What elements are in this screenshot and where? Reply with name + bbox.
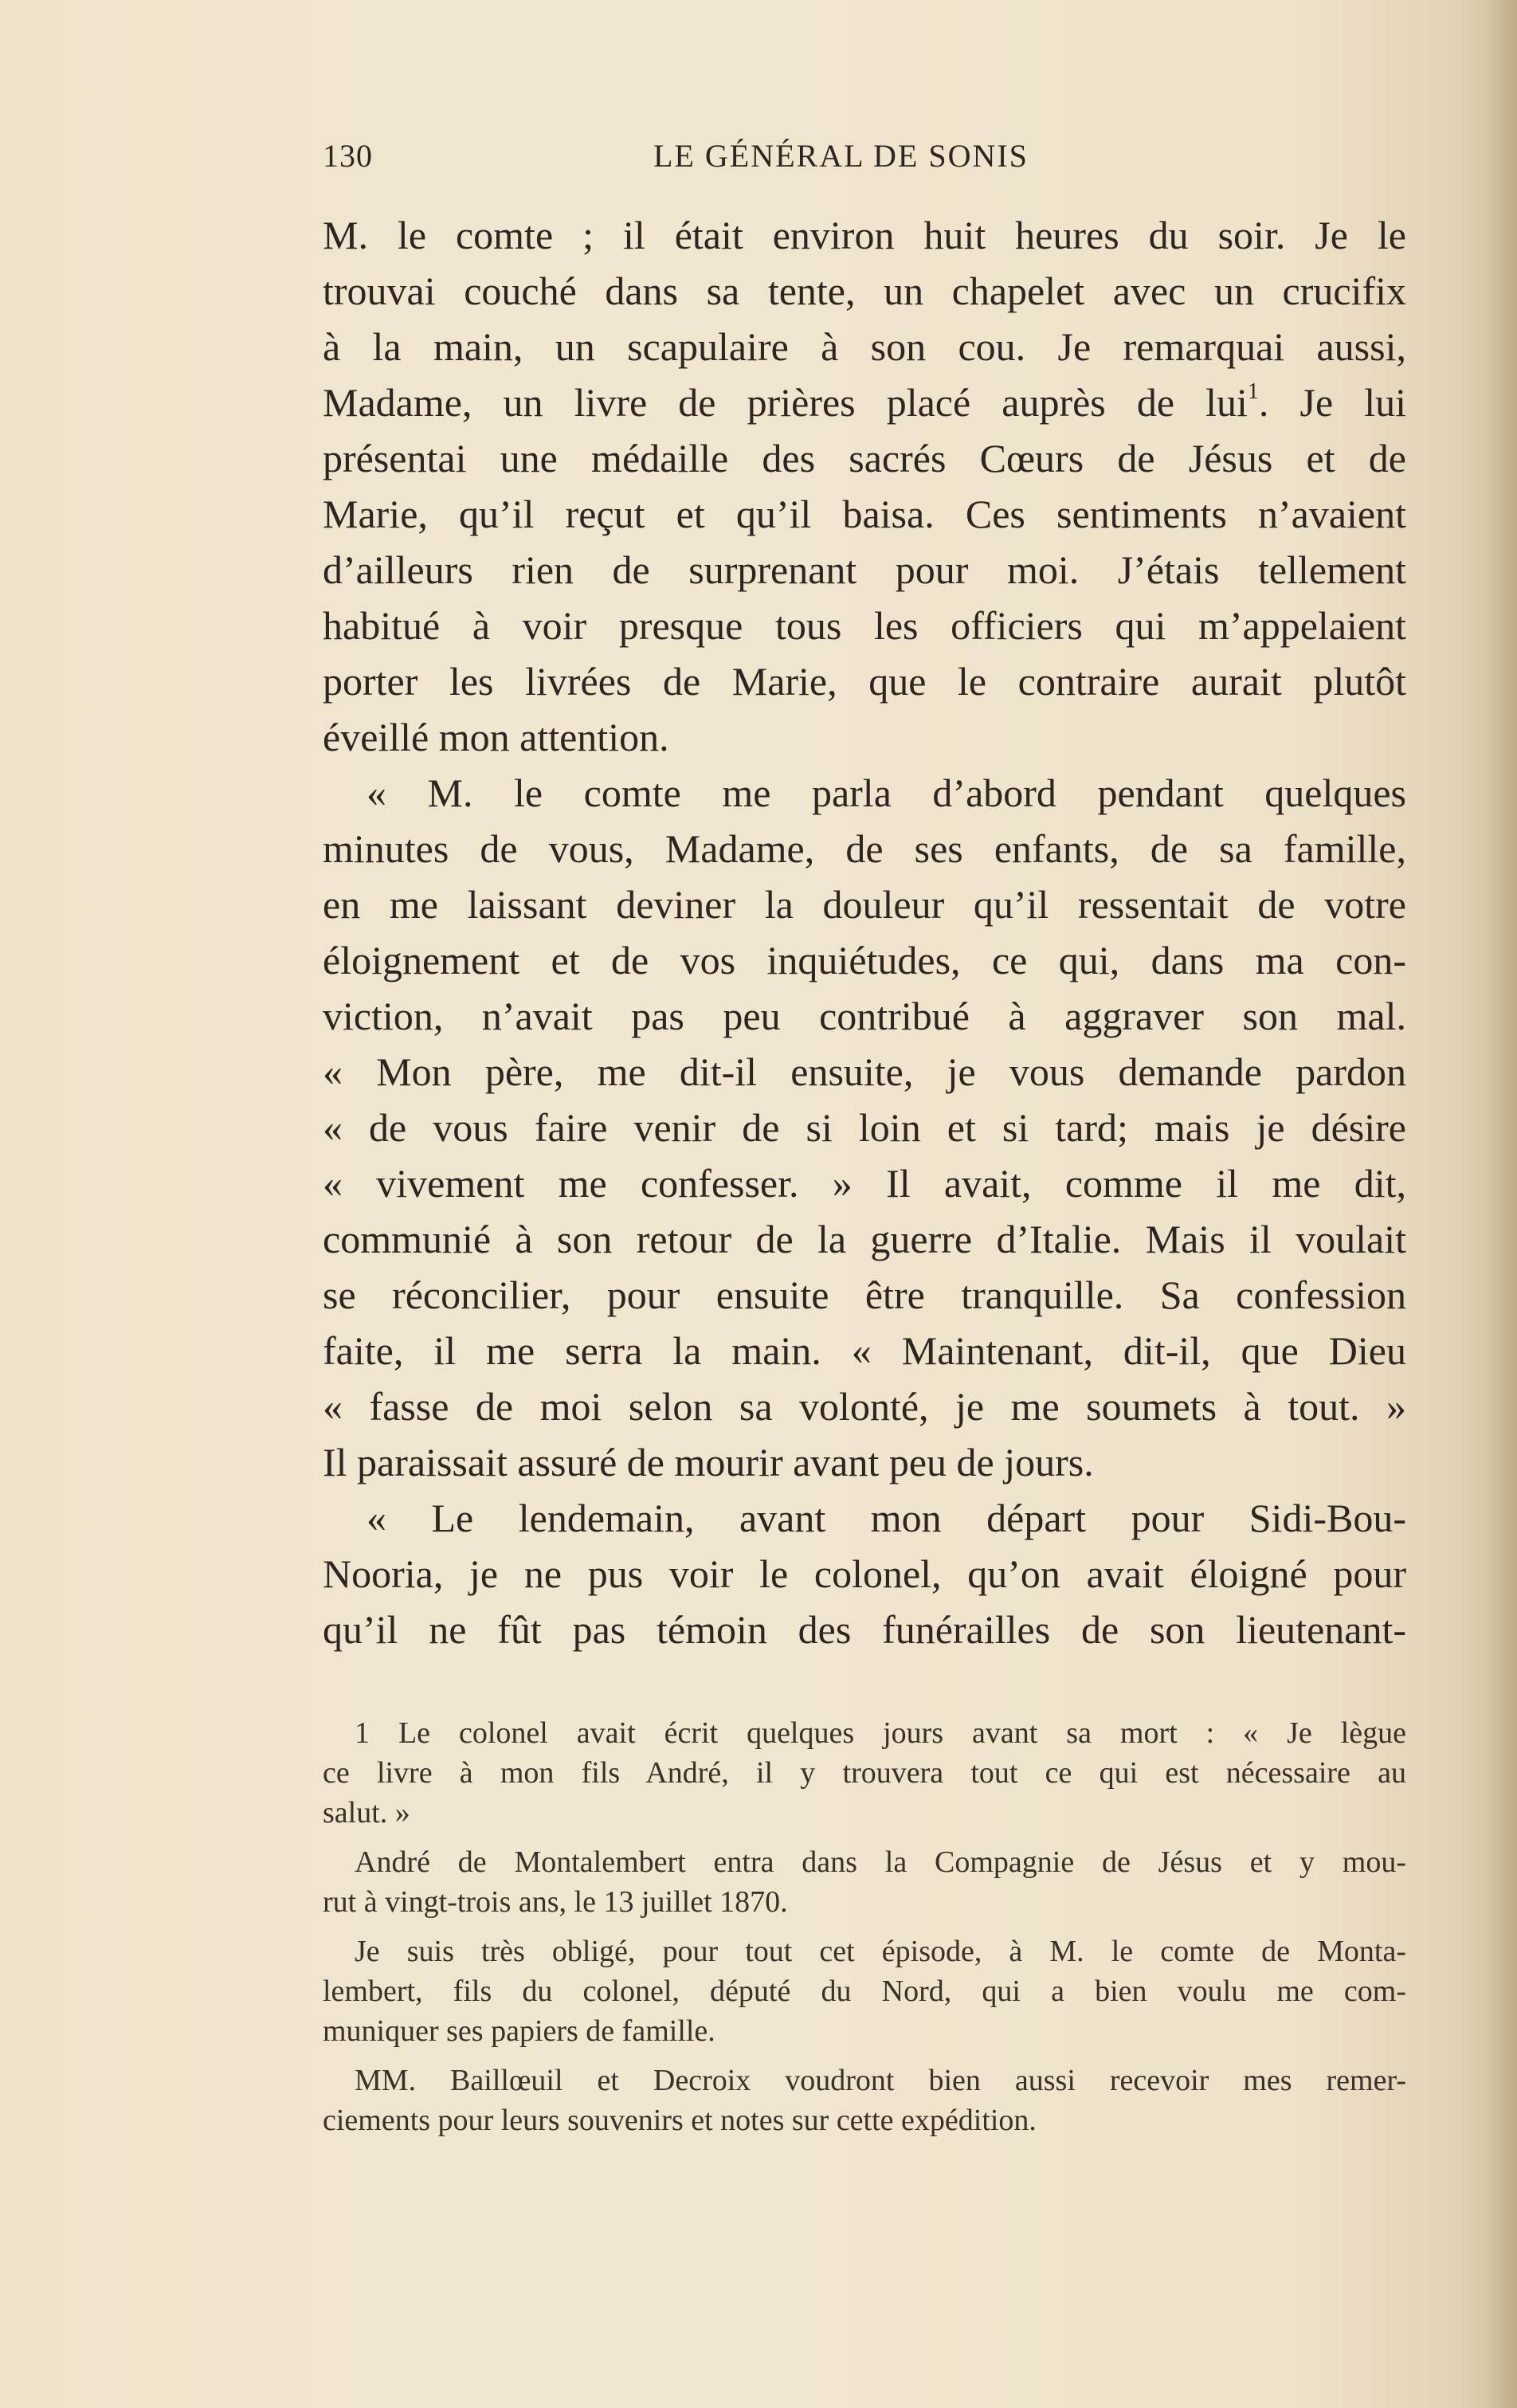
footnote-number: 1 [355, 1716, 370, 1750]
footnote-line: Je suis très obligé, pour tout cet épisode, à M. le comte de Monta- [355, 1935, 1406, 1968]
footnote-reference: 1 [1247, 379, 1259, 404]
text-line: Marie, qu’il reçut et qu’il baisa. Ces sentiments n’avaient [323, 492, 1406, 536]
text-line: faite, il me serra la main. « Maintenant, dit-il, que Dieu [323, 1328, 1406, 1373]
footnote-line [323, 1713, 1406, 1753]
text-line: « de vous faire venir de si loin et si tard; mais je désire [323, 1105, 1406, 1150]
text-line: d’ailleurs rien de surprenant pour moi. J’étais tellement [323, 547, 1406, 592]
text-line: trouvai couché dans sa tente, un chapelet avec un crucifix [323, 269, 1406, 313]
footnote-line: salut. » [323, 1796, 410, 1830]
footnote-line: ce livre à mon fils André, il y trouvera tout ce qui est nécessaire au [323, 1756, 1406, 1790]
footnotes [323, 1713, 1406, 2140]
text-line: « fasse de moi selon sa volonté, je me soumets à tout. » [323, 1384, 1406, 1429]
page-header [323, 137, 1406, 185]
footnote-line: André de Montalembert entra dans la Compagnie de Jésus et y mou- [355, 1845, 1406, 1879]
text-line: « M. le comte me parla d’abord pendant quelques [367, 771, 1406, 815]
text-line: Nooria, je ne pus voir le colonel, qu’on avait éloigné pour [323, 1551, 1406, 1596]
text-line: porter les livrées de Marie, que le contraire aurait plutôt [323, 659, 1406, 704]
main-text [323, 207, 1406, 1657]
text-line: « vivement me confesser. » Il avait, comme il me dit, [323, 1161, 1406, 1206]
footnote-line: ciements pour leurs souvenirs et notes sur cette expédition. [323, 2104, 1037, 2137]
text-line-with-note [323, 375, 1406, 430]
text-line: « Le lendemain, avant mon départ pour Sidi-Bou- [367, 1496, 1406, 1540]
text-line: présentai une médaille des sacrés Cœurs de Jésus et de [323, 436, 1406, 480]
text-line: éveillé mon attention. [323, 715, 669, 759]
text-line: communié à son retour de la guerre d’Italie. Mais il voulait [323, 1217, 1406, 1261]
text-line: Il paraissait assuré de mourir avant peu de jours. [323, 1440, 1094, 1484]
footnote-text: Le colonel avait écrit quelques jours avant sa mort : « Je lègue [398, 1716, 1407, 1750]
text-line: en me laissant deviner la douleur qu’il ressentait de votre [323, 882, 1406, 927]
running-title: LE GÉNÉRAL DE SONIS [653, 138, 1029, 174]
text-line: « Mon père, me dit-il ensuite, je vous demande pardon [323, 1049, 1406, 1094]
page-edge-shadow [1485, 0, 1517, 2408]
footnote-line: rut à vingt-trois ans, le 13 juillet 1870. [323, 1885, 788, 1919]
footnote-line: muniquer ses papiers de famille. [323, 2014, 715, 2048]
text-line: éloignement et de vos inquiétudes, ce qui, dans ma con- [323, 938, 1406, 982]
text-line: qu’il ne fût pas témoin des funérailles de son lieutenant- [323, 1607, 1406, 1652]
text-line: minutes de vous, Madame, de ses enfants, de sa famille, [323, 826, 1406, 871]
text-line: se réconcilier, pour ensuite être tranquille. Sa confession [323, 1273, 1406, 1317]
footnote-line: MM. Baillœuil et Decroix voudront bien aussi recevoir mes remer- [355, 2064, 1406, 2097]
footnote-line: lembert, fils du colonel, député du Nord, qui a bien voulu me com- [323, 1975, 1406, 2008]
page-number: 130 [323, 138, 373, 174]
text-segment: Madame, un livre de prières placé auprès de lui [323, 380, 1248, 425]
text-line: habitué à voir presque tous les officiers qui m’appelaient [323, 603, 1406, 648]
text-line: à la main, un scapulaire à son cou. Je remarquai aussi, [323, 324, 1406, 369]
text-line: M. le comte ; il était environ huit heures du soir. Je le [323, 213, 1406, 257]
text-line: viction, n’avait pas peu contribué à aggraver son mal. [323, 994, 1406, 1038]
text-segment: . Je lui [1258, 380, 1407, 425]
